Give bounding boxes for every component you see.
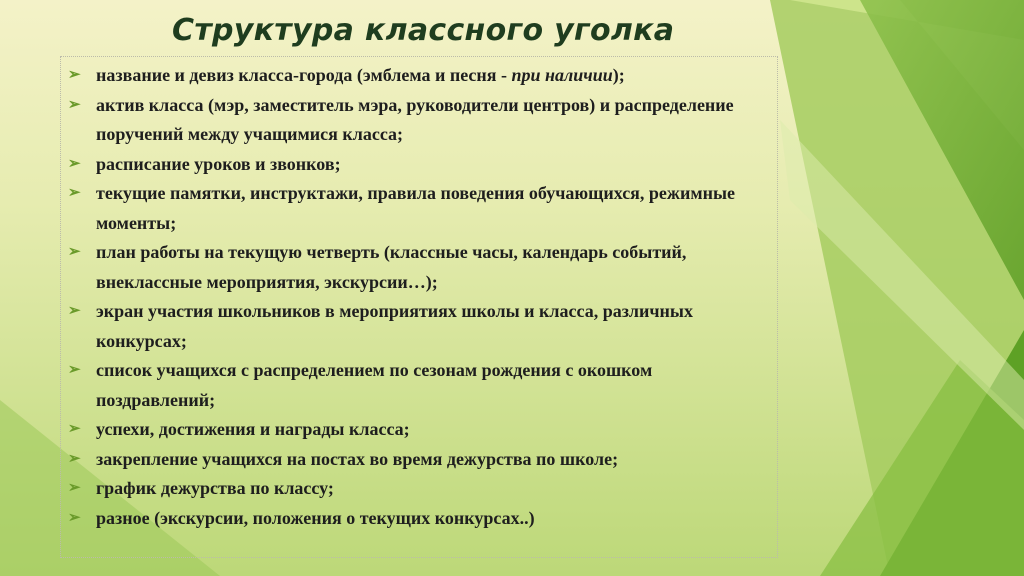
list-item-italic-text: при наличии	[511, 65, 613, 85]
arrow-right-bullet-icon: ➢	[68, 96, 81, 113]
list-item-text: название и девиз класса-города (эмблема и песня -	[96, 65, 512, 85]
list-item	[68, 297, 768, 356]
list-item	[68, 474, 768, 504]
arrow-right-bullet-icon: ➢	[68, 303, 81, 319]
list-item-text: закрепление учащихся на постах во время дежурства по школе;	[96, 448, 619, 469]
arrow-right-bullet-icon: ➢	[68, 362, 81, 378]
list-item-text: расписание уроков и звонков;	[96, 153, 341, 174]
page-title: Структура классного уголка	[172, 13, 675, 48]
arrow-right-bullet-icon: ➢	[68, 244, 81, 260]
arrow-right-bullet-icon: ➢	[68, 185, 81, 201]
list-item	[68, 179, 768, 238]
arrow-right-bullet-icon: ➢	[68, 421, 81, 437]
list-item	[68, 61, 768, 91]
list-item	[68, 238, 768, 297]
arrow-right-bullet-icon: ➢	[68, 450, 81, 467]
arrow-right-bullet-icon: ➢	[68, 155, 81, 172]
list-item	[68, 356, 768, 415]
arrow-right-bullet-icon: ➢	[68, 480, 81, 496]
list-item	[68, 150, 768, 180]
list-item	[68, 91, 768, 150]
list-item-tail-text: );	[612, 65, 625, 85]
arrow-right-bullet-icon: ➢	[68, 67, 81, 83]
list-item	[68, 504, 768, 534]
list-item-text: актив класса (мэр, заместитель мэра, руководители центров) и распределение поручений между учащимися класса;	[96, 94, 734, 144]
list-item-text: график дежурства по классу;	[96, 478, 334, 498]
list-item-text: экран участия школьников в мероприятиях школы и класса, различных конкурсах;	[96, 301, 693, 351]
list-item-text: текущие памятки, инструктажи, правила поведения обучающихся, режимные моменты;	[96, 183, 736, 233]
list-item-text: список учащихся с распределением по сезонам рождения с окошком поздравлений;	[96, 360, 653, 410]
list-item-text: успехи, достижения и награды класса;	[96, 419, 410, 439]
list-item	[68, 415, 768, 445]
arrow-right-bullet-icon: ➢	[68, 509, 81, 526]
list-item-text: разное (экскурсии, положения о текущих конкурсах..)	[96, 507, 535, 528]
bullet-list	[68, 61, 768, 533]
list-item-text: план работы на текущую четверть (классные часы, календарь событий, внеклассные мероприятия, экскурсии…);	[96, 242, 687, 292]
list-item	[68, 445, 768, 475]
